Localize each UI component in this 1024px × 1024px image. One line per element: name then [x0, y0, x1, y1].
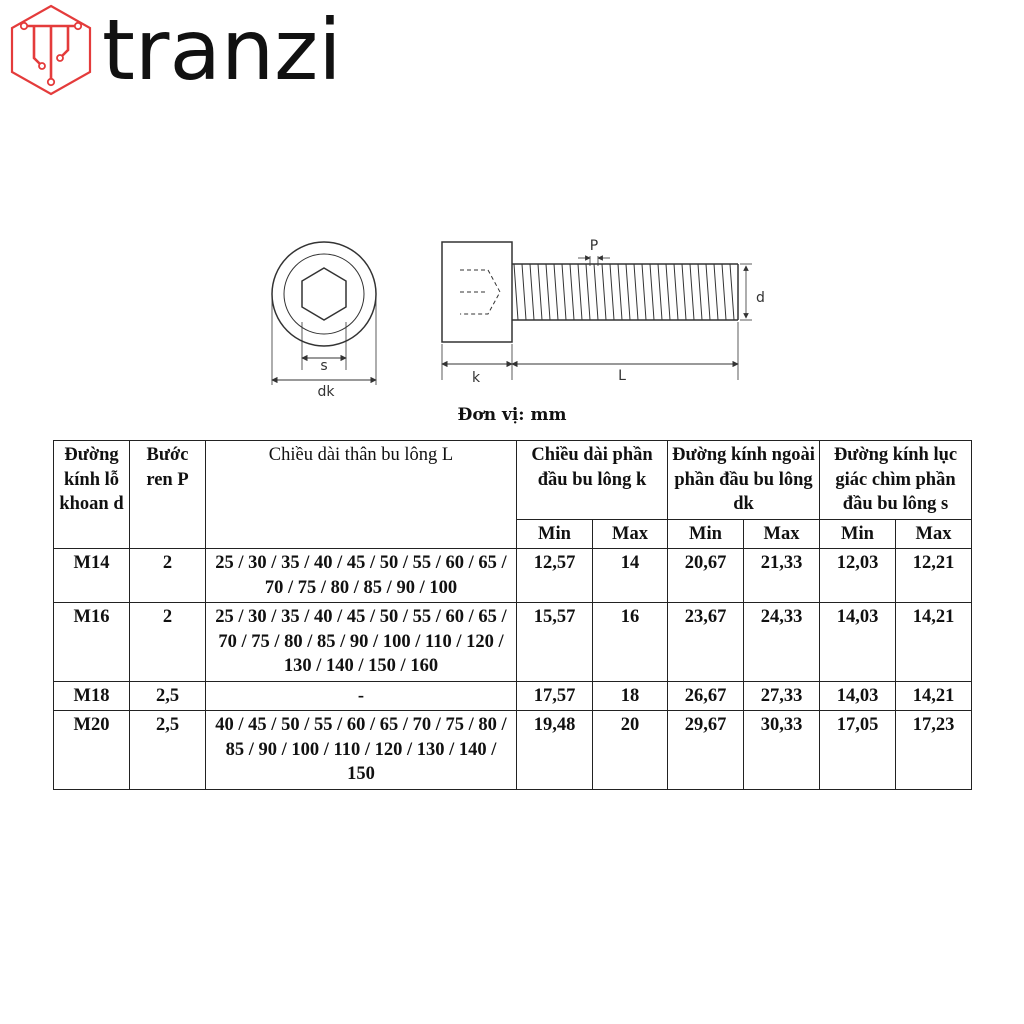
cell-s-max: 14,21 [896, 603, 972, 682]
table-row [54, 603, 972, 682]
unit-label: Đơn vị: mm [457, 405, 567, 425]
cell-k-min: 15,57 [517, 603, 593, 682]
subheader-dk-max: Max [744, 519, 820, 549]
cell-s-min: 17,05 [820, 711, 896, 790]
spec-table [53, 440, 972, 790]
cell-s-min: 14,03 [820, 681, 896, 711]
cell-d: M16 [54, 603, 130, 682]
table-row [54, 711, 972, 790]
cell-dk-min: 26,67 [668, 681, 744, 711]
cell-dk-min: 23,67 [668, 603, 744, 682]
cell-d: M14 [54, 549, 130, 603]
cell-dk-max: 24,33 [744, 603, 820, 682]
cell-dk-max: 21,33 [744, 549, 820, 603]
header-hole-diameter: Đường kính lỗ khoan d [54, 441, 130, 549]
bolt-side-view [442, 242, 752, 380]
cell-d: M18 [54, 681, 130, 711]
bolt-diagram [260, 230, 765, 405]
dim-p-label: P [589, 238, 599, 254]
cell-dk-max: 27,33 [744, 681, 820, 711]
cell-dk-max: 30,33 [744, 711, 820, 790]
table-row [54, 681, 972, 711]
cell-dk-min: 20,67 [668, 549, 744, 603]
subheader-dk-min: Min [668, 519, 744, 549]
cell-p: 2 [130, 549, 206, 603]
dim-dk-label: dk [317, 384, 335, 400]
cell-s-max: 12,21 [896, 549, 972, 603]
cell-s-max: 17,23 [896, 711, 972, 790]
header-row [54, 441, 972, 520]
cell-l: 40 / 45 / 50 / 55 / 60 / 65 / 70 / 75 / 80 / 85 / 90 / 100 / 110 / 120 / 130 / 140 / 150 [206, 711, 517, 790]
cell-k-max: 16 [593, 603, 668, 682]
cell-s-min: 12,03 [820, 549, 896, 603]
subheader-k-max: Max [593, 519, 668, 549]
header-thread-pitch: Bước ren P [130, 441, 206, 549]
cell-l: 25 / 30 / 35 / 40 / 45 / 50 / 55 / 60 / 65 / 70 / 75 / 80 / 85 / 90 / 100 [206, 549, 517, 603]
brand-name: tranzi [102, 1, 342, 99]
dim-l-label: L [618, 368, 626, 384]
header-hex-socket: Đường kính lục giác chìm phần đầu bu lông s [820, 441, 972, 520]
subheader-s-max: Max [896, 519, 972, 549]
cell-k-min: 19,48 [517, 711, 593, 790]
cell-k-max: 14 [593, 549, 668, 603]
header-head-height: Chiều dài phần đầu bu lông k [517, 441, 668, 520]
cell-p: 2,5 [130, 681, 206, 711]
dim-s-label: s [320, 358, 328, 374]
subheader-s-min: Min [820, 519, 896, 549]
cell-k-max: 20 [593, 711, 668, 790]
cell-s-max: 14,21 [896, 681, 972, 711]
cell-d: M20 [54, 711, 130, 790]
cell-k-min: 12,57 [517, 549, 593, 603]
cell-k-min: 17,57 [517, 681, 593, 711]
table-row [54, 549, 972, 603]
cell-dk-min: 29,67 [668, 711, 744, 790]
cell-s-min: 14,03 [820, 603, 896, 682]
brand-logo [6, 1, 342, 99]
header-head-diameter: Đường kính ngoài phần đầu bu lông dk [668, 441, 820, 520]
header-shank-length: Chiều dài thân bu lông L [206, 441, 517, 549]
cell-p: 2,5 [130, 711, 206, 790]
cell-l: - [206, 681, 517, 711]
cell-p: 2 [130, 603, 206, 682]
logo-mark-icon [6, 2, 96, 98]
cell-l: 25 / 30 / 35 / 40 / 45 / 50 / 55 / 60 / 65 / 70 / 75 / 80 / 85 / 90 / 100 / 110 / 120 / 130 / 140 / 150 / 160 [206, 603, 517, 682]
dim-d-label: d [756, 290, 765, 306]
cell-k-max: 18 [593, 681, 668, 711]
subheader-k-min: Min [517, 519, 593, 549]
dim-k-label: k [471, 370, 481, 386]
